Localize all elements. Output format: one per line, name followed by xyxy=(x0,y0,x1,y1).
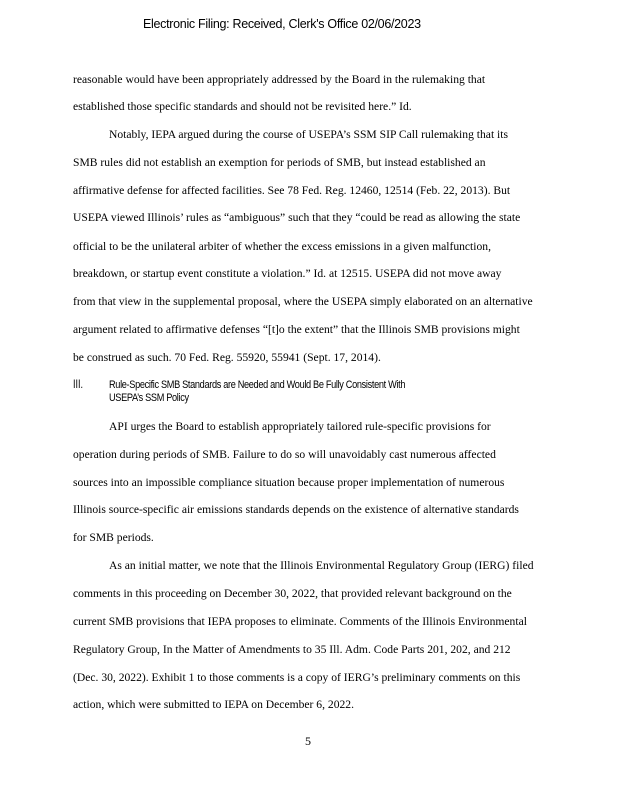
body-line: established those specific standards and should not be revisited here.” Id. xyxy=(73,100,412,113)
body-line: current SMB provisions that IEPA proposes to eliminate. Comments of the Illinois Environmental xyxy=(73,615,527,628)
body-line: Notably, IEPA argued during the course of USEPA’s SSM SIP Call rulemaking that its xyxy=(109,128,509,141)
body-line: USEPA viewed Illinois’ rules as “ambiguous” such that they “could be read as allowing the state xyxy=(73,211,521,224)
section-heading: Rule-Specific SMB Standards are Needed and Would Be Fully Consistent With xyxy=(109,379,406,391)
page-number: 5 xyxy=(305,734,311,748)
body-line: API urges the Board to establish appropriately tailored rule-specific provisions for xyxy=(109,420,491,433)
section-number: III. xyxy=(73,378,84,391)
body-line: argument related to affirmative defenses “[t]o the extent” that the Illinois SMB provisions might xyxy=(73,323,520,336)
body-line: from that view in the supplemental proposal, where the USEPA simply elaborated on an alternative xyxy=(73,295,533,308)
body-line: sources into an impossible compliance situation because proper implementation of numerous xyxy=(73,476,505,489)
body-line: breakdown, or startup event constitute a violation.” Id. at 12515. USEPA did not move away xyxy=(73,267,502,280)
section-heading: USEPA’s SSM Policy xyxy=(109,392,189,404)
body-line: be construed as such. 70 Fed. Reg. 55920, 55941 (Sept. 17, 2014). xyxy=(73,351,381,364)
electronic-filing-stamp: Electronic Filing: Received, Clerk's Office 02/06/2023 xyxy=(143,17,421,31)
body-line: Illinois source-specific air emissions standards depends on the existence of alternative standards xyxy=(73,503,519,516)
body-line: action, which were submitted to IEPA on December 6, 2022. xyxy=(73,698,354,711)
body-line: SMB rules did not establish an exemption for periods of SMB, but instead established an xyxy=(73,156,486,169)
body-line: for SMB periods. xyxy=(73,531,154,544)
body-line: Regulatory Group, In the Matter of Amendments to 35 Ill. Adm. Code Parts 201, 202, and 212 xyxy=(73,643,511,656)
body-line: operation during periods of SMB. Failure to do so will unavoidably cast numerous affected xyxy=(73,448,496,461)
body-line: (Dec. 30, 2022). Exhibit 1 to those comments is a copy of IERG’s preliminary comments on this xyxy=(73,671,521,684)
body-line: reasonable would have been appropriately addressed by the Board in the rulemaking that xyxy=(73,73,486,86)
body-line: comments in this proceeding on December 30, 2022, that provided relevant background on the xyxy=(73,587,512,600)
body-line: As an initial matter, we note that the Illinois Environmental Regulatory Group (IERG) filed xyxy=(109,559,534,572)
body-line: affirmative defense for affected facilities. See 78 Fed. Reg. 12460, 12514 (Feb. 22, 2013). But xyxy=(73,184,511,197)
body-line: official to be the unilateral arbiter of whether the excess emissions in a given malfunction, xyxy=(73,240,491,253)
